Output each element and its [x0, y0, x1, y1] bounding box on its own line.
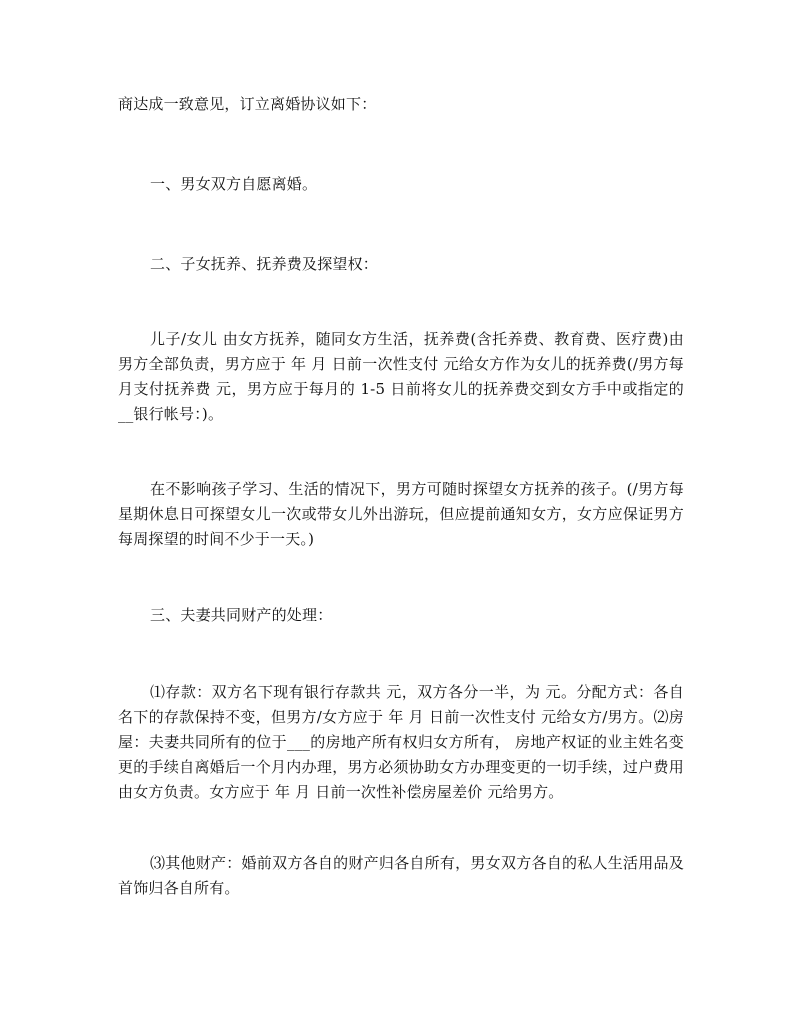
section-heading-3: 三、夫妻共同财产的处理： — [150, 606, 333, 624]
deposit-house-paragraph: ⑴存款：双方名下现有银行存款共 元，双方各分一半，为 元。分配方式：各自名下的存款保持不变，但男方/女方应于 年 月 日前一次性支付 元给女方/男方。⑵房屋：夫妻共同所有的位于___的房地产所有权归女方所有， 房地产权证的业主姓名变更的手续自离婚后一个月内办理，男方必须协助女方办理变更的一切手续，过户费用由女方负责。女方应于 年 月 日前一次性补偿房屋差价 元给男方。 — [118, 683, 684, 801]
visitation-paragraph: 在不影响孩子学习、生活的情况下，男方可随时探望女方抚养的孩子。(/男方每星期休息日可探望女儿一次或带女儿外出游玩，但应提前通知女方，女方应保证男方每周探望的时间不少于一天。) — [118, 480, 684, 548]
child-support-paragraph: 儿子/女儿 由女方抚养，随同女方生活，抚养费(含托养费、教育费、医疗费)由男方全部负责，男方应于 年 月 日前一次性支付 元给女方作为女儿的抚养费(/男方每月支付抚养费 元，男方应于每月的 1-5 日前将女儿的抚养费交到女方手中或指定的__银行帐号：)。 — [118, 330, 684, 423]
section-heading-1: 一、男女双方自愿离婚。 — [150, 175, 318, 193]
other-property-paragraph: ⑶其他财产：婚前双方各自的财产归各自所有，男女双方各自的私人生活用品及首饰归各自所有。 — [118, 854, 684, 897]
section-heading-2: 二、子女抚养、抚养费及探望权： — [150, 255, 379, 273]
intro-paragraph: 商达成一致意见，订立离婚协议如下： — [118, 95, 377, 113]
